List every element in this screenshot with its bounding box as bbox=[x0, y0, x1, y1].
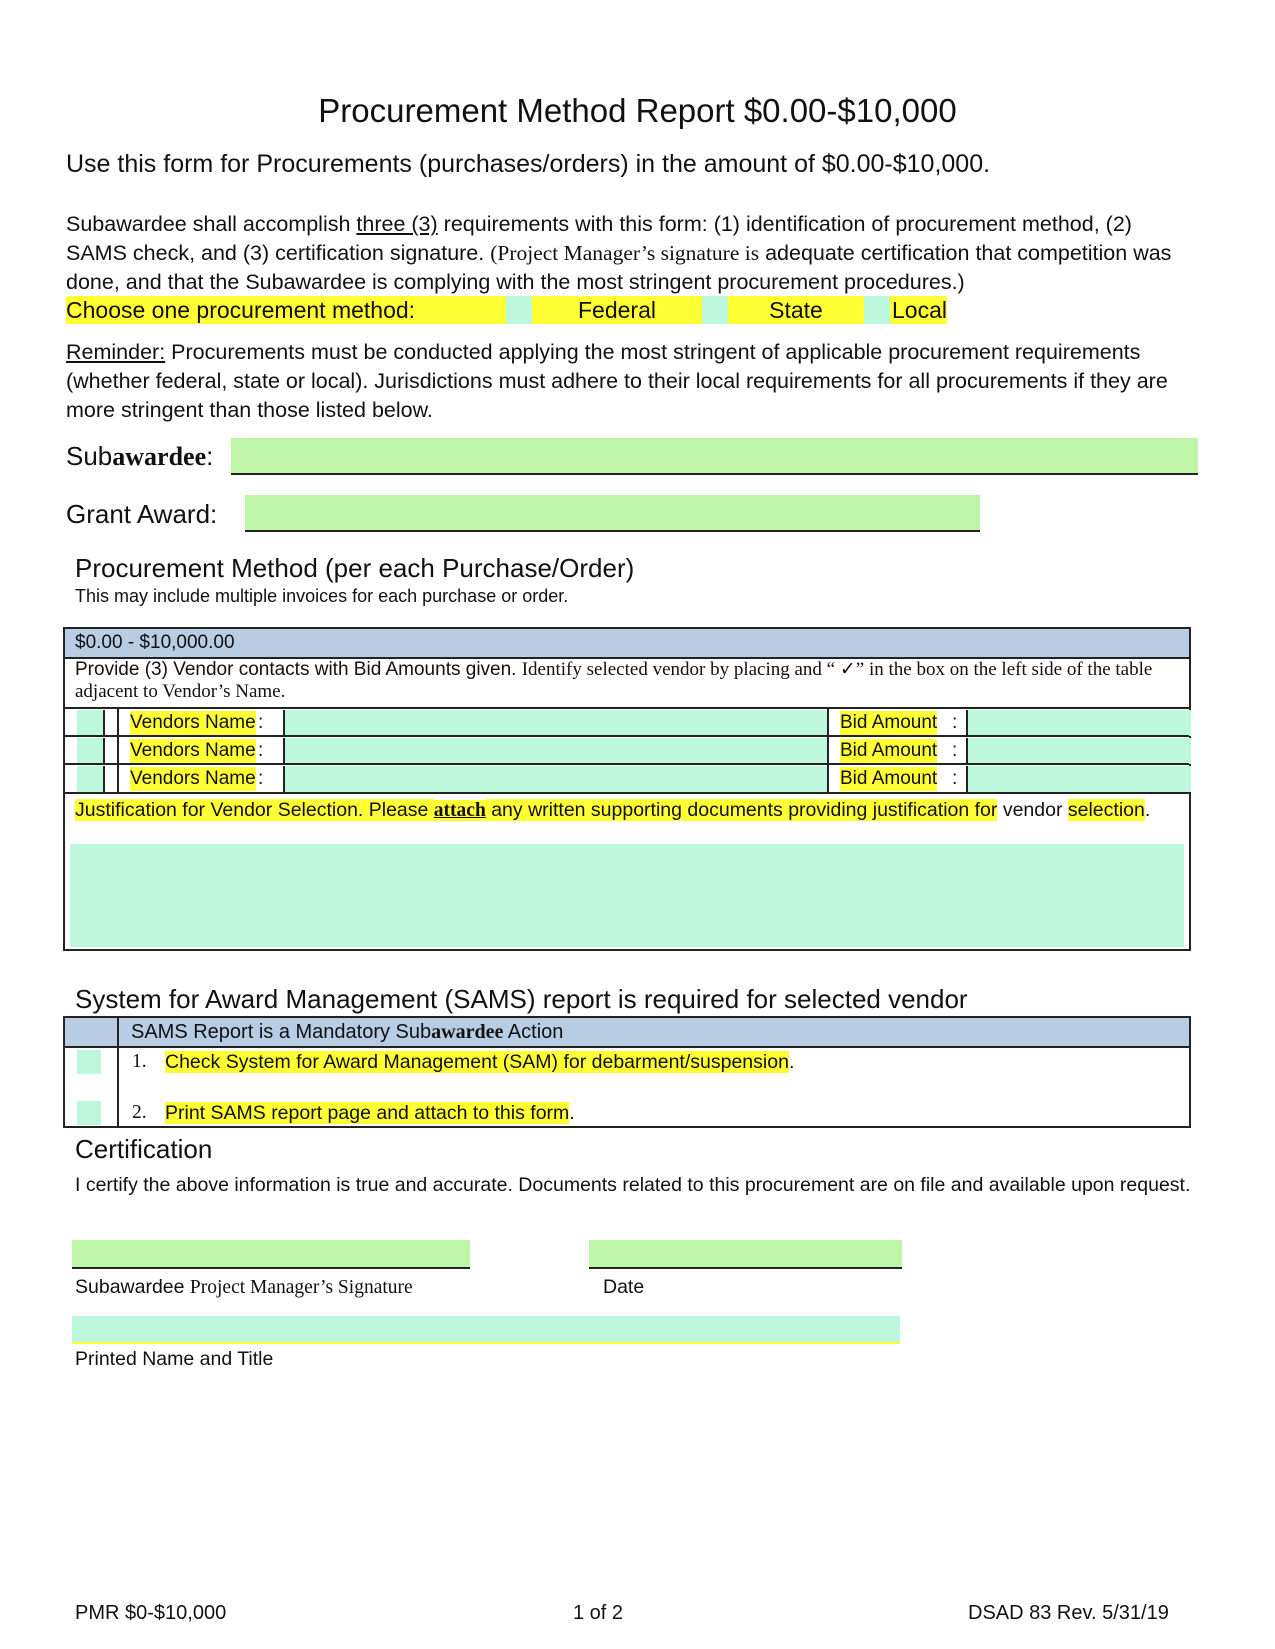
page-title: Procurement Method Report $0.00-$10,000 bbox=[318, 92, 957, 129]
table-divider bbox=[827, 765, 829, 793]
sams-table bbox=[63, 1016, 1191, 1128]
state-checkbox[interactable] bbox=[702, 296, 728, 324]
sams-item-number: 2. bbox=[132, 1102, 147, 1123]
signature-label bbox=[75, 1276, 413, 1299]
sams-table-header bbox=[65, 1018, 1189, 1048]
sams-item-text bbox=[165, 1050, 794, 1074]
vendor-row bbox=[65, 707, 1189, 737]
sams-header-a: SAMS Report is a Mandatory Sub bbox=[131, 1021, 432, 1043]
signature-label-a: Subawardee bbox=[75, 1276, 190, 1298]
vendor-name-label: Vendors Name bbox=[130, 740, 256, 761]
signature-label-b: Project Manager’s Signature bbox=[189, 1277, 413, 1298]
date-input[interactable] bbox=[589, 1240, 902, 1269]
sams-item-label: Print SAMS report page and attach to this form bbox=[165, 1102, 570, 1124]
sams-item-text bbox=[165, 1101, 575, 1125]
justification-textarea[interactable] bbox=[70, 844, 1184, 947]
reminder-label: Reminder: bbox=[66, 340, 166, 364]
signature-input[interactable] bbox=[72, 1240, 470, 1269]
subawardee-input[interactable] bbox=[231, 438, 1198, 475]
certification-heading: Certification bbox=[75, 1134, 213, 1164]
subawardee-label-prefix: Sub bbox=[66, 441, 113, 471]
requirements-paragraph bbox=[66, 210, 1196, 297]
sams-item-end: . bbox=[788, 1051, 795, 1073]
justification-part-e: . bbox=[1144, 799, 1151, 821]
bid-amount-colon: : bbox=[952, 712, 958, 733]
date-label: Date bbox=[603, 1276, 645, 1298]
sams-item bbox=[65, 1099, 1189, 1127]
sams-header-text bbox=[131, 1018, 563, 1046]
requirements-part2: requirements with this form: (1) identification of procurement method, (2) SAMS check, and (3) certification signature. bbox=[66, 212, 1132, 265]
vendor-instructions bbox=[75, 659, 1179, 703]
certification-text: I certify the above information is true and accurate. Documents related to this procurement are on file and available upon request. bbox=[75, 1174, 1191, 1196]
requirements-part3: adequate certification that competition was done, and that the Subawardee is complying with the most stringent procurement procedures.) bbox=[66, 241, 1172, 294]
reminder-text: Procurements must be conducted applying the most stringent of applicable procurement requirements (whether federal, state or local). Jurisdictions must adhere to their local requirements for all procurements if they are more stringent than those listed below. bbox=[66, 340, 1168, 422]
subawardee-label-suffix: : bbox=[206, 441, 214, 471]
procurement-method-row bbox=[66, 296, 1026, 326]
reminder-paragraph bbox=[66, 338, 1196, 425]
sams-check-checkbox[interactable] bbox=[77, 1050, 101, 1074]
procurement-note: This may include multiple invoices for each purchase or order. bbox=[75, 586, 569, 606]
vendor-instructions-b: Identify selected vendor by placing and “ ✓” in the box on the left side of the table adjacent to Vendor’s Name. bbox=[75, 659, 1153, 702]
footer-form-name: PMR $0-$10,000 bbox=[75, 1602, 227, 1624]
vendor-name-colon: : bbox=[258, 740, 264, 761]
subawardee-label-bold: awardee bbox=[112, 442, 207, 471]
vendor-table-header: $0.00 - $10,000.00 bbox=[65, 629, 1189, 659]
justification-attach: attach bbox=[433, 800, 486, 821]
sams-header-bold: awardee bbox=[431, 1021, 504, 1043]
bid-amount-input[interactable] bbox=[966, 738, 1191, 764]
sams-print-checkbox[interactable] bbox=[77, 1101, 101, 1125]
vendor-instructions-a: Provide (3) Vendor contacts with Bid Amounts given. bbox=[75, 659, 522, 680]
subawardee-label bbox=[66, 441, 213, 472]
table-divider bbox=[827, 709, 829, 737]
vendor-name-input[interactable] bbox=[283, 710, 828, 736]
requirements-serif: (Project Manager’s signature is bbox=[490, 241, 760, 265]
grant-award-label: Grant Award: bbox=[66, 499, 218, 529]
table-divider bbox=[117, 709, 119, 737]
requirements-underlined: three (3) bbox=[356, 212, 438, 236]
table-divider bbox=[117, 1018, 119, 1046]
federal-option: Federal bbox=[532, 296, 702, 324]
table-divider bbox=[827, 737, 829, 765]
federal-checkbox[interactable] bbox=[506, 296, 532, 324]
justification-part-c: vendor bbox=[997, 799, 1068, 821]
table-divider bbox=[117, 765, 119, 793]
vendor-name-input[interactable] bbox=[283, 766, 828, 792]
sams-heading: System for Award Management (SAMS) report is required for selected vendor bbox=[75, 984, 968, 1014]
sams-item bbox=[65, 1048, 1189, 1076]
sams-item-number: 1. bbox=[132, 1051, 147, 1072]
justification-part-b: any written supporting documents providing justification for bbox=[485, 799, 998, 821]
printed-name-label: Printed Name and Title bbox=[75, 1348, 274, 1370]
vendor-row bbox=[65, 763, 1189, 793]
sams-item-end: . bbox=[569, 1102, 575, 1124]
bid-amount-input[interactable] bbox=[966, 710, 1191, 736]
bid-amount-colon: : bbox=[952, 768, 958, 789]
method-prompt: Choose one procurement method: bbox=[66, 296, 506, 324]
bid-amount-colon: : bbox=[952, 740, 958, 761]
vendor-name-colon: : bbox=[258, 768, 264, 789]
justification-part-d: selection bbox=[1067, 799, 1145, 821]
procurement-heading: Procurement Method (per each Purchase/Order) bbox=[75, 553, 635, 583]
vendor-name-colon: : bbox=[258, 712, 264, 733]
vendor-row bbox=[65, 735, 1189, 765]
justification-part-a: Justification for Vendor Selection. Please bbox=[75, 799, 434, 821]
justification-text bbox=[75, 798, 1179, 823]
bid-amount-label: Bid Amount bbox=[840, 768, 938, 789]
state-option: State bbox=[728, 296, 864, 324]
vendor-name-input[interactable] bbox=[283, 738, 828, 764]
bid-amount-label: Bid Amount bbox=[840, 740, 938, 761]
vendor-select-checkbox[interactable] bbox=[77, 738, 105, 764]
vendor-select-checkbox[interactable] bbox=[77, 710, 105, 736]
justification-section bbox=[65, 792, 1189, 949]
vendor-name-label: Vendors Name bbox=[130, 712, 256, 733]
requirements-part1: Subawardee shall accomplish bbox=[66, 212, 357, 236]
local-option: Local bbox=[890, 296, 947, 324]
grant-award-input[interactable] bbox=[245, 495, 980, 532]
printed-name-input[interactable] bbox=[72, 1316, 900, 1344]
bid-amount-input[interactable] bbox=[966, 766, 1191, 792]
sams-item-label: Check System for Award Management (SAM) for debarment/suspension bbox=[165, 1051, 789, 1073]
footer-page-number: 1 of 2 bbox=[573, 1602, 624, 1624]
footer-revision: DSAD 83 Rev. 5/31/19 bbox=[968, 1602, 1169, 1624]
bid-amount-label: Bid Amount bbox=[840, 712, 938, 733]
vendor-name-label: Vendors Name bbox=[130, 768, 256, 789]
vendor-table bbox=[63, 627, 1191, 951]
table-divider bbox=[117, 737, 119, 765]
local-checkbox[interactable] bbox=[864, 296, 890, 324]
vendor-select-checkbox[interactable] bbox=[77, 766, 105, 792]
intro-text: Use this form for Procurements (purchases/orders) in the amount of $0.00-$10,000. bbox=[66, 150, 991, 178]
sams-header-b: Action bbox=[503, 1021, 564, 1043]
